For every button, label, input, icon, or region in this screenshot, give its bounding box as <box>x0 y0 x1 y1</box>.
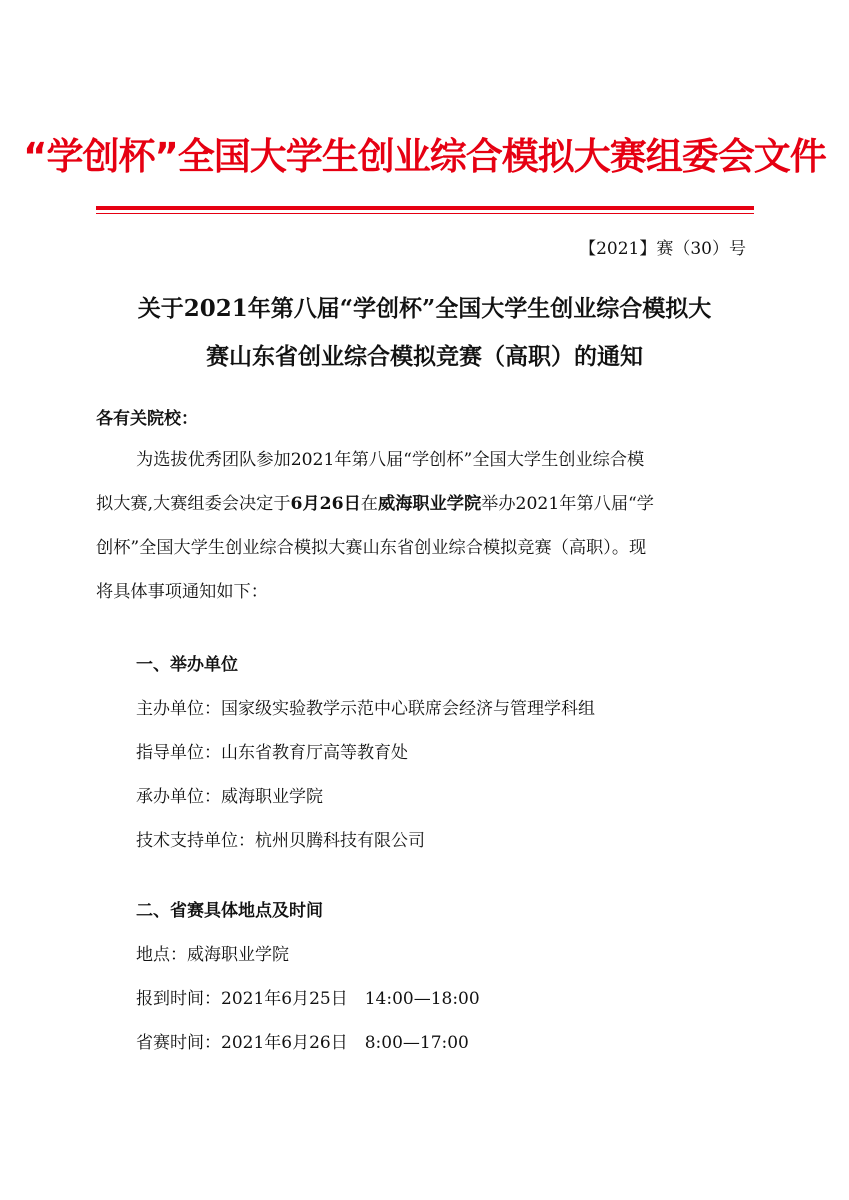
intro-line-3: 创杯”全国大学生创业综合模拟大赛山东省创业综合模拟竞赛（高职）。现 <box>96 538 647 558</box>
document-header-title: “学创杯”全国大学生创业综合模拟大赛组委会文件 <box>23 135 826 178</box>
intro-line-2 <box>96 486 760 523</box>
section-2-line-2: 报到时间：2021年6月25日 14:00—18:00 <box>136 989 480 1009</box>
section-1-line-1: 主办单位：国家级实验教学示范中心联席会经济与管理学科组 <box>136 699 595 719</box>
intro-line-2-part-2: 在 <box>360 494 378 514</box>
section-1-line-4: 技术支持单位：杭州贝腾科技有限公司 <box>136 831 425 851</box>
salutation: 各有关院校： <box>96 409 198 429</box>
section-2-line-3: 省赛时间：2021年6月26日 8:00—17:00 <box>136 1033 469 1053</box>
intro-line-1: 为选拔优秀团队参加2021年第八届“学创杯”全国大学生创业综合模 <box>136 450 645 470</box>
intro-line-2-part-3: 举办2021年第八届“学 <box>481 494 654 514</box>
header-red-rule-thick <box>96 206 754 210</box>
section-2-line-1: 地点：威海职业学院 <box>136 945 289 965</box>
section-2-heading: 二、省赛具体地点及时间 <box>136 901 323 921</box>
notice-title-line-2: 赛山东省创业综合模拟竞赛（高职）的通知 <box>206 343 643 370</box>
notice-title-line-1: 关于2021年第八届“学创杯”全国大学生创业综合模拟大 <box>137 295 712 322</box>
intro-line-2-part-1: 拟大赛,大赛组委会决定于 <box>96 494 291 514</box>
document-number: 【2021】赛（30）号 <box>579 239 746 259</box>
section-1-line-3: 承办单位：威海职业学院 <box>136 787 323 807</box>
section-1-heading: 一、举办单位 <box>136 655 238 675</box>
intro-line-4: 将具体事项通知如下： <box>96 582 268 602</box>
header-red-rule-thin <box>96 213 754 214</box>
host-school-emphasis: 威海职业学院 <box>378 494 482 514</box>
section-1-line-2: 指导单位：山东省教育厅高等教育处 <box>136 743 408 763</box>
event-date-emphasis: 6月26日 <box>290 494 361 514</box>
